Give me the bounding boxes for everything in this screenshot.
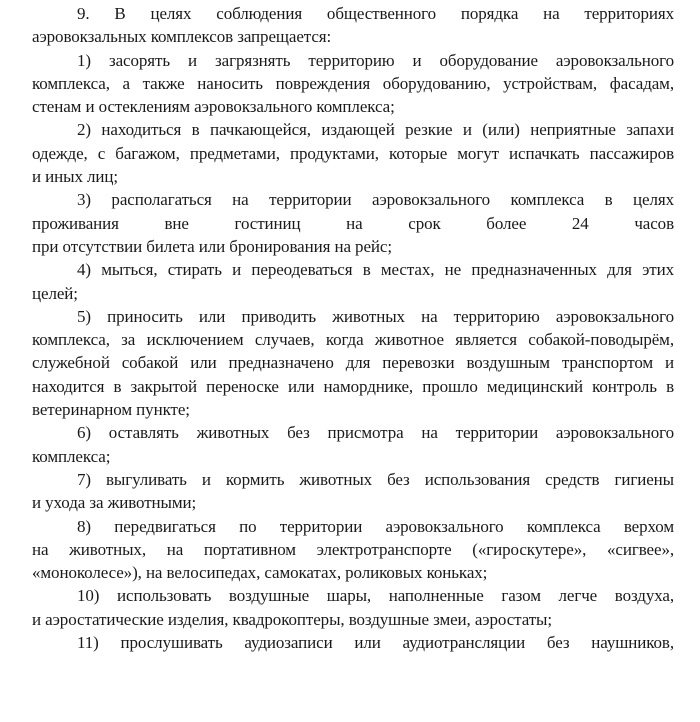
item-11-line: 11) прослушивать аудиозаписи или аудиотрансляции без наушников, <box>77 633 674 653</box>
item-10-line: 10) использовать воздушные шары, наполненные газом легче воздуха, <box>77 586 674 606</box>
item-1-line: стенам и остеклениям аэровокзального комплекса; <box>32 97 395 117</box>
item-8-line: на животных, на портативном электротранспорте («гироскутере», «сигвее», <box>32 539 674 559</box>
item-8-line: 8) передвигаться по территории аэровокзального комплекса верхом <box>77 516 674 536</box>
item-3-line: 3) располагаться на территории аэровокзального комплекса в целях <box>77 190 674 210</box>
item-3-line: при отсутствии билета или бронирования на рейс; <box>32 236 392 256</box>
item-2-line: 2) находиться в пачкающейся, издающей резкие и (или) неприятные запахи <box>77 120 674 140</box>
item-5-line: находится в закрытой переноске или наморднике, прошло медицинский контроль в <box>32 376 674 396</box>
item-5-line: комплекса, за исключением случаев, когда животное является собакой-поводырём, <box>32 330 674 350</box>
item-1-line: 1) засорять и загрязнять территорию и оборудование аэровокзального <box>77 50 674 70</box>
item-7-line: 7) выгуливать и кормить животных без использования средств гигиены <box>77 469 674 489</box>
item-1-line: комплекса, а также наносить повреждения оборудованию, устройствам, фасадам, <box>32 73 674 93</box>
item-4-line: 4) мыться, стирать и переодеваться в местах, не предназначенных для этих <box>77 260 674 280</box>
item-6-line: комплекса; <box>32 446 111 466</box>
item-7-line: и ухода за животными; <box>32 493 197 513</box>
item-2-line: и иных лиц; <box>32 167 119 187</box>
item-10-line: и аэростатические изделия, квадрокоптеры, воздушные змеи, аэростаты; <box>32 609 552 629</box>
item-5-line: ветеринарном пункте; <box>32 400 190 420</box>
item-2-line: одежде, с багажом, предметами, продуктами, которые могут испачкать пассажиров <box>32 143 674 163</box>
item-4-line: целей; <box>32 283 78 303</box>
item-6-line: 6) оставлять животных без присмотра на территории аэровокзального <box>77 423 674 443</box>
item-5-line: служебной собакой или предназначено для перевозки воздушным транспортом и <box>32 353 674 373</box>
document-body <box>32 2 674 654</box>
paragraph-9-line: аэровокзальных комплексов запрещается: <box>32 27 332 47</box>
paragraph-9-line: 9. В целях соблюдения общественного порядка на территориях <box>77 4 674 23</box>
item-5-line: 5) приносить или приводить животных на территорию аэровокзального <box>77 306 674 326</box>
item-3-line: проживания вне гостиниц на срок более 24 часов <box>32 213 674 233</box>
item-8-line: «моноколесе»), на велосипедах, самокатах, роликовых коньках; <box>32 563 488 583</box>
